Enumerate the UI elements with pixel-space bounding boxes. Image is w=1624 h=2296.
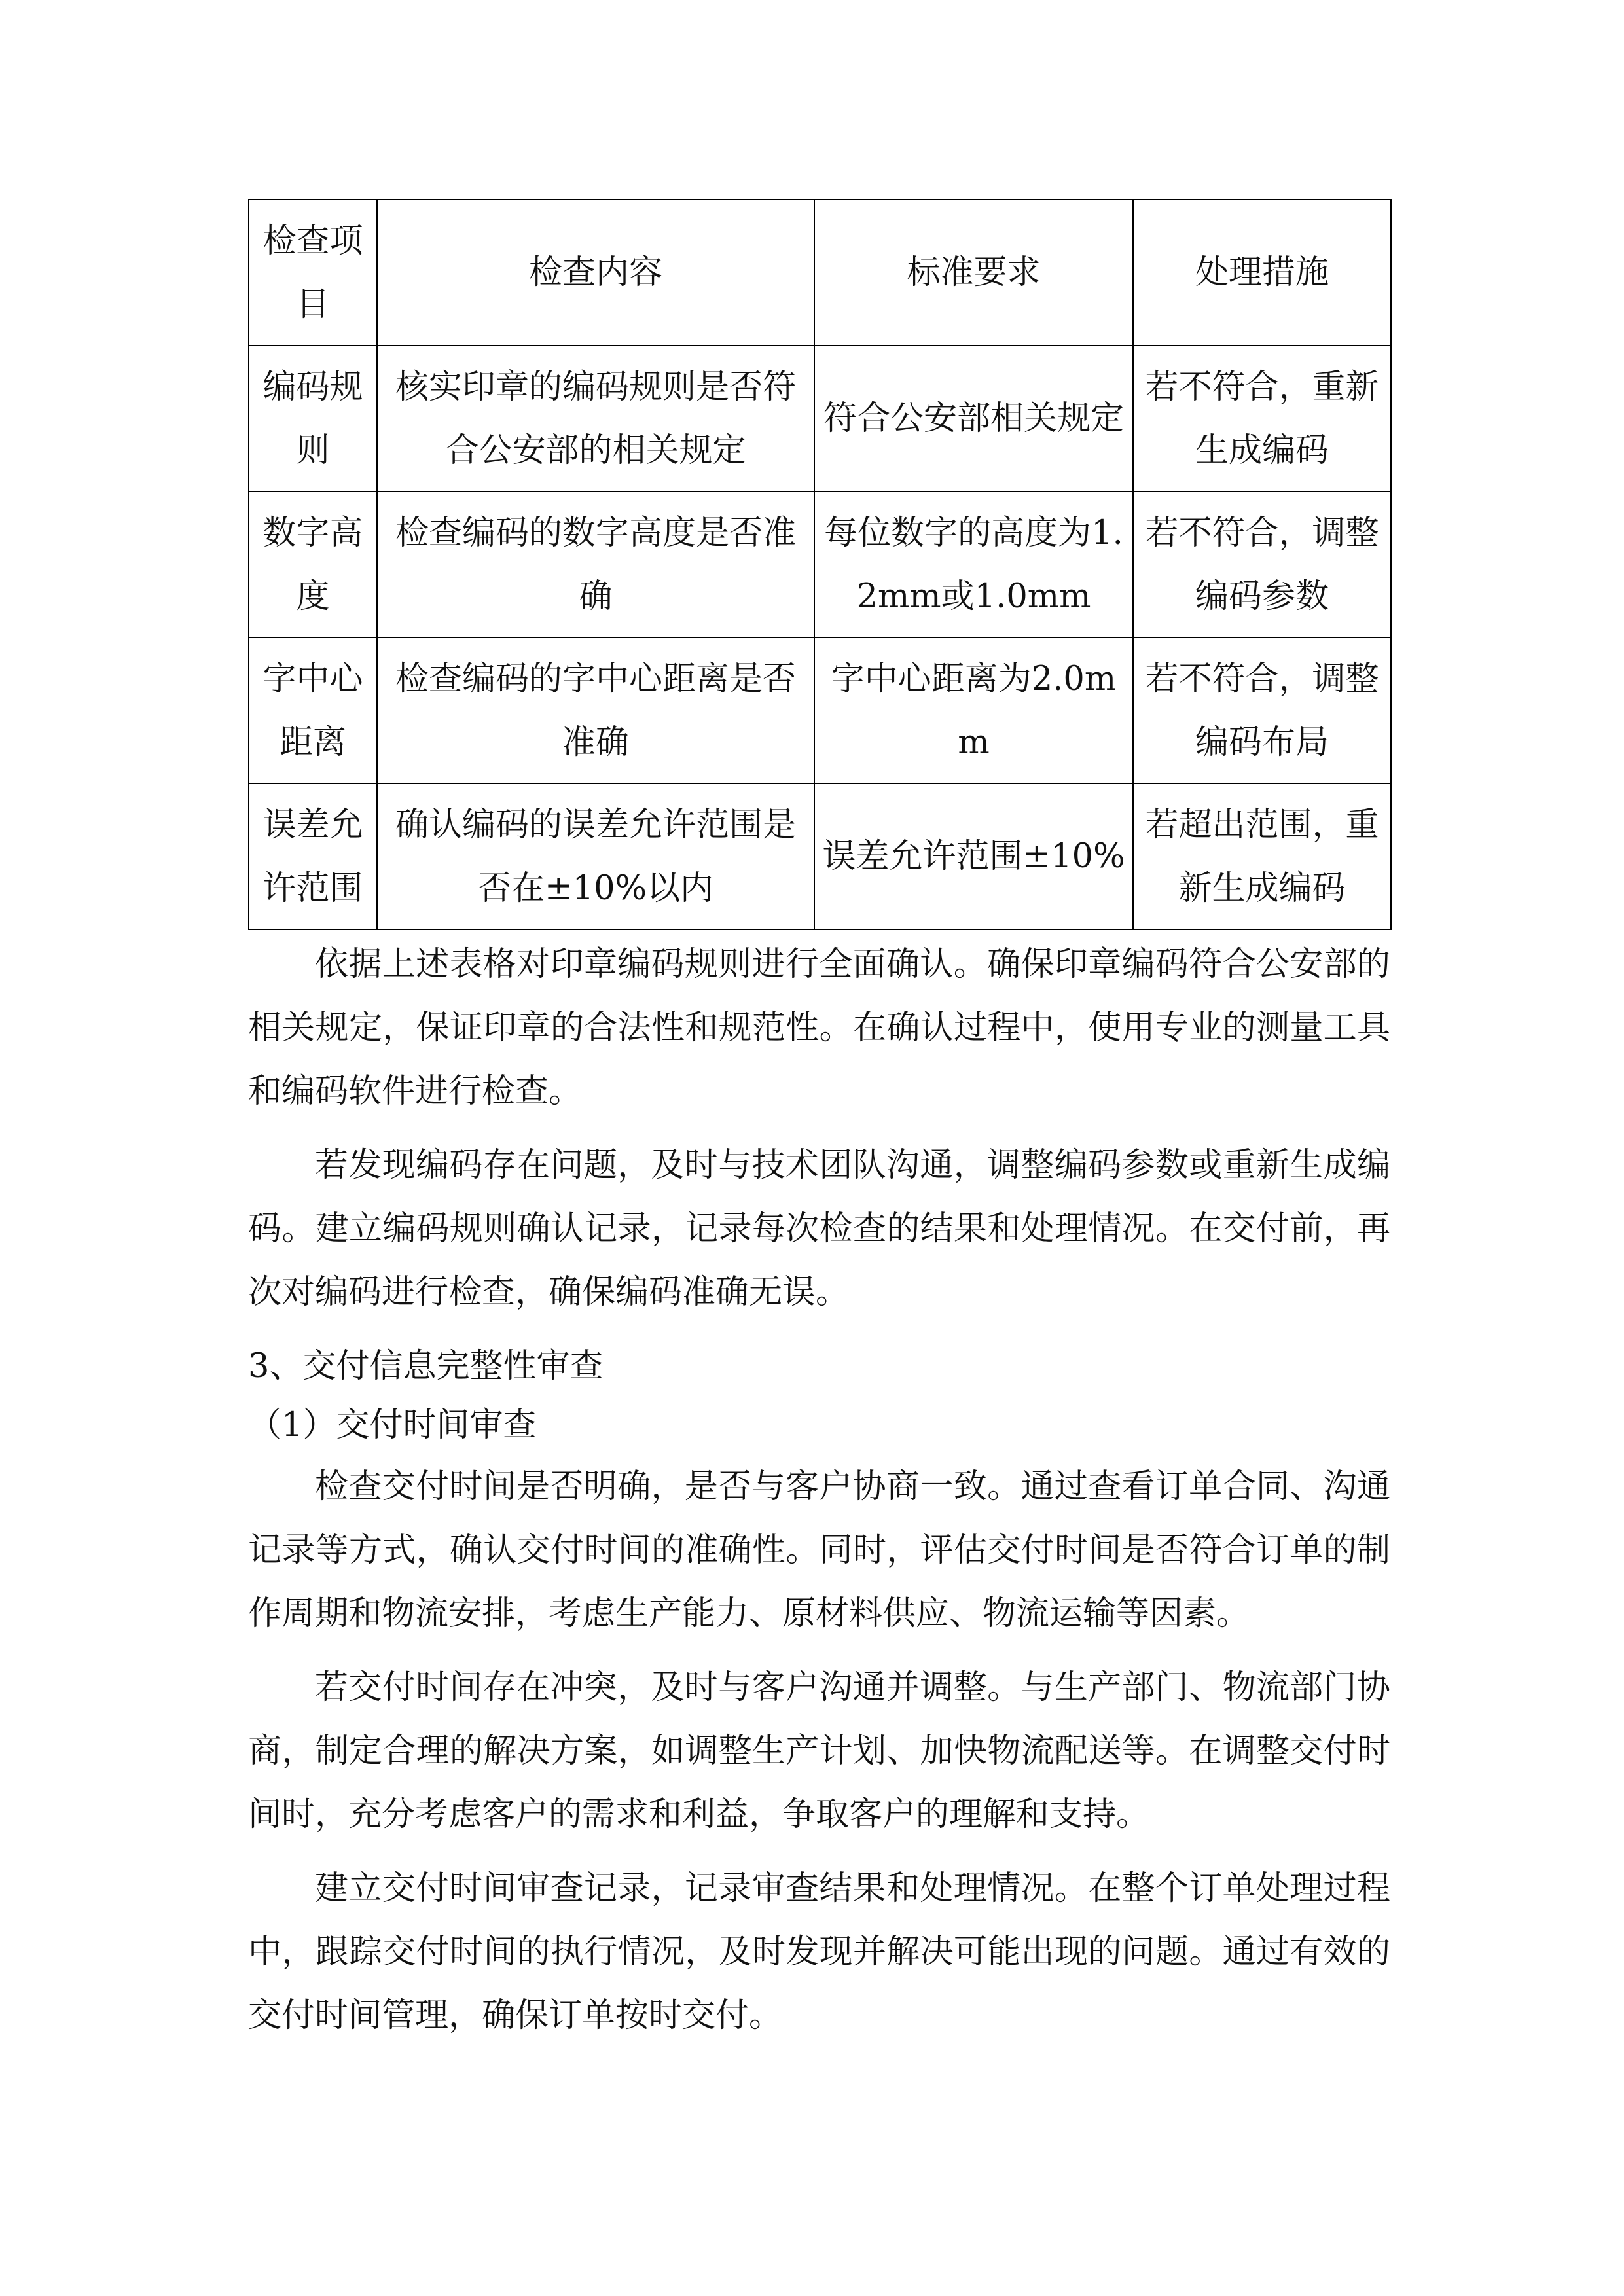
table-cell: 若不符合，调整编码布局 [1133, 637, 1391, 783]
body-paragraph: 若交付时间存在冲突，及时与客户沟通并调整。与生产部门、物流部门协商，制定合理的解决方案，如调整生产计划、加快物流配送等。在调整交付时间时，充分考虑客户的需求和利益，争取客户的理解和支持。 [248, 1668, 1390, 1834]
table-cell: 数字高度 [249, 492, 377, 637]
table-row [249, 783, 1391, 929]
table-cell: 字中心距离 [249, 637, 377, 783]
body-paragraph: 若发现编码存在问题，及时与技术团队沟通，调整编码参数或重新生成编码。建立编码规则确认记录，记录每次检查的结果和处理情况。在交付前，再次对编码进行检查，确保编码准确无误。 [248, 1146, 1390, 1312]
body-paragraph: 检查交付时间是否明确，是否与客户协商一致。通过查看订单合同、沟通记录等方式，确认交付时间的准确性。同时，评估交付时间是否符合订单的制作周期和物流安排，考虑生产能力、原材料供应、物流运输等因素。 [248, 1467, 1390, 1633]
table-cell: 检查编码的字中心距离是否准确 [377, 637, 814, 783]
table-header-row [249, 200, 1391, 346]
table-cell: 符合公安部相关规定 [814, 346, 1133, 492]
header-cell: 标准要求 [814, 200, 1133, 346]
body-paragraph: 依据上述表格对印章编码规则进行全面确认。确保印章编码符合公安部的相关规定，保证印章的合法性和规范性。在确认过程中，使用专业的测量工具和编码软件进行检查。 [248, 945, 1390, 1111]
header-cell: 检查内容 [377, 200, 814, 346]
section-heading: 3、交付信息完整性审查 [248, 1347, 604, 1386]
inspection-table [248, 199, 1392, 930]
table-cell: 误差允许范围±10% [814, 783, 1133, 929]
table-row [249, 346, 1391, 492]
table-cell: 若不符合，重新生成编码 [1133, 346, 1391, 492]
header-cell: 检查项目 [249, 200, 377, 346]
table-cell: 核实印章的编码规则是否符合公安部的相关规定 [377, 346, 814, 492]
table-cell: 误差允许范围 [249, 783, 377, 929]
table-row [249, 637, 1391, 783]
document-page [248, 199, 1390, 2047]
table-row [249, 492, 1391, 637]
table-cell: 字中心距离为2.0mm [814, 637, 1133, 783]
table-cell: 若超出范围，重新生成编码 [1133, 783, 1391, 929]
table-cell: 确认编码的误差允许范围是否在±10%以内 [377, 783, 814, 929]
header-cell: 处理措施 [1133, 200, 1391, 346]
table-cell: 若不符合，调整编码参数 [1133, 492, 1391, 637]
table-cell: 编码规则 [249, 346, 377, 492]
table-cell: 检查编码的数字高度是否准确 [377, 492, 814, 637]
subsection-heading: （1）交付时间审查 [248, 1406, 537, 1444]
table-cell: 每位数字的高度为1.2mm或1.0mm [814, 492, 1133, 637]
body-paragraph: 建立交付时间审查记录，记录审查结果和处理情况。在整个订单处理过程中，跟踪交付时间的执行情况，及时发现并解决可能出现的问题。通过有效的交付时间管理，确保订单按时交付。 [248, 1869, 1390, 2035]
